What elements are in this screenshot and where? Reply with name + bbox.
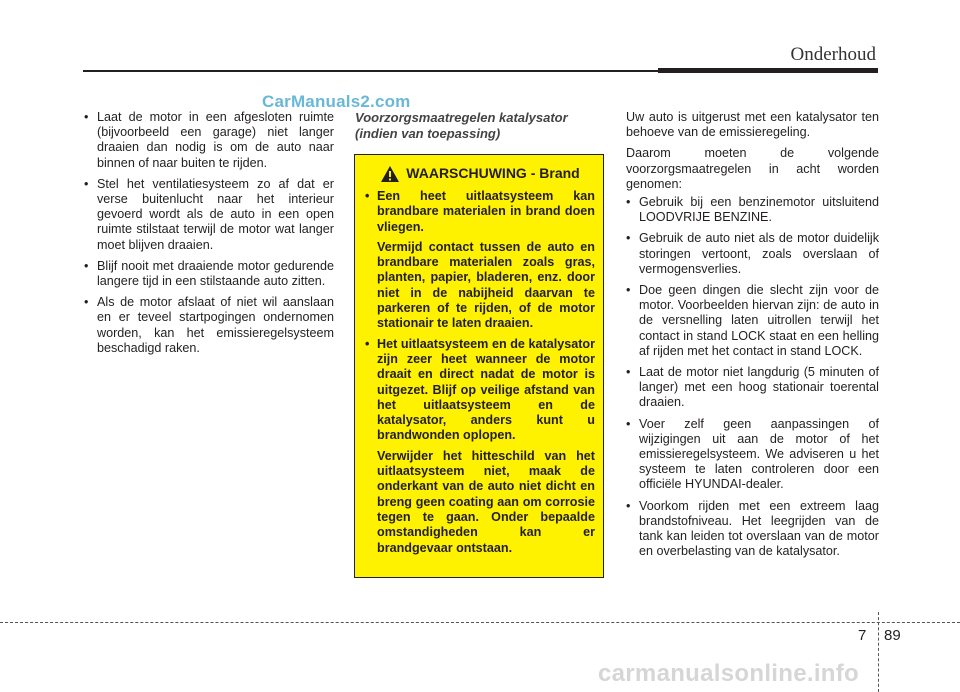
warning-triangle-icon bbox=[380, 165, 400, 183]
watermark-top: CarManuals2.com bbox=[262, 92, 411, 111]
bullet: • bbox=[84, 176, 89, 191]
warning-text: Een heet uitlaatsysteem kan brandbare materialen in brand doen vliegen. bbox=[377, 189, 595, 234]
list-item bbox=[84, 295, 334, 356]
section-title: Onderhoud bbox=[790, 44, 876, 65]
bullet: • bbox=[365, 336, 370, 351]
chapter-number: 7 bbox=[858, 627, 867, 644]
bullet: • bbox=[626, 498, 631, 513]
list-item-text: Blijf nooit met draaiende motor gedurende langere tijd in een stilstaande auto zitten. bbox=[97, 258, 334, 289]
subheading-line: Voorzorgsmaatregelen katalysator bbox=[355, 110, 568, 125]
list-item bbox=[365, 337, 595, 556]
list-item bbox=[626, 499, 879, 560]
bullet: • bbox=[365, 189, 370, 203]
warning-text: Het uitlaatsysteem en de katalysator zijn zeer heet wanneer de motor draait en direct nadat de motor is uitgezet. Blijf op veilige afstand van het uitlaatsysteem en de katalysator, anders kunt u brandwonden oplopen. bbox=[377, 336, 595, 443]
bullet: • bbox=[626, 231, 631, 246]
list-item bbox=[626, 283, 879, 359]
list-item bbox=[84, 110, 334, 171]
warning-detail: Vermijd contact tussen de auto en brandbare materialen zoals gras, planten, papier, bladeren, enz. door niet in de nabijheid daarvan te parkeren of te rijden, of de motor stationair te laten draaien. bbox=[377, 239, 595, 331]
bullet: • bbox=[626, 365, 631, 380]
header-rule bbox=[83, 70, 658, 72]
warning-list bbox=[365, 189, 595, 556]
watermark-bottom: carmanualsonline.info bbox=[598, 660, 860, 687]
subheading-line: (indien van toepassing) bbox=[355, 125, 501, 141]
bullet: • bbox=[626, 195, 631, 210]
bullet: • bbox=[84, 258, 89, 273]
list-item bbox=[365, 189, 595, 332]
footer-rule bbox=[0, 622, 960, 623]
column-left bbox=[84, 110, 334, 362]
warning-box bbox=[354, 154, 604, 578]
footer-divider bbox=[878, 612, 879, 692]
list-item-text: Doe geen dingen die slecht zijn voor de motor. Voorbeelden hiervan zijn: de auto in de versnelling laten uitrollen terwijl het contact in stand LOCK staat en een helling af rijden met het contact in stand LOCK. bbox=[639, 283, 879, 358]
list-item bbox=[626, 231, 879, 277]
list-item-text: Voer zelf geen aanpassingen of wijzigingen uit aan de motor of het emissieregelsysteem. We adviseren u het systeem te laten controleren door een officiële HYUNDAI-dealer. bbox=[639, 416, 879, 492]
bullet: • bbox=[626, 283, 631, 298]
page-number: 89 bbox=[884, 627, 901, 644]
warning-title-text: WAARSCHUWING - Brand bbox=[406, 165, 580, 182]
intro-paragraph: Daarom moeten de volgende voorzorgsmaatregelen in acht worden genomen: bbox=[626, 146, 879, 191]
list-item bbox=[84, 177, 334, 253]
warning-detail: Verwijder het hitteschild van het uitlaatsysteem niet, maak de onderkant van de auto niet dicht en breng geen coating aan om corrosie tegen te gaan. Onder bepaalde omstandigheden kan er brandgevaar ontstaan. bbox=[377, 448, 595, 555]
list-item-text: Stel het ventilatiesysteem zo af dat er verse buitenlucht naar het interieur gevoerd wordt als de auto in een open ruimte stilstaat terwijl de motor wat langer moet blijven draaien. bbox=[97, 176, 334, 252]
column-right bbox=[626, 110, 879, 565]
list-item bbox=[626, 417, 879, 493]
bullet-list-left bbox=[84, 110, 334, 356]
bullet: • bbox=[84, 295, 89, 310]
header-rule-bold bbox=[658, 68, 878, 73]
list-item-text: Gebruik bij een benzinemotor uitsluitend LOODVRIJE BENZINE. bbox=[639, 195, 879, 225]
list-item-text: Als de motor afslaat of niet wil aanslaan en er teveel startpogingen ondernomen worden, kan het emissieregelsysteem beschadigd raken. bbox=[97, 295, 334, 355]
intro-paragraph: Uw auto is uitgerust met een katalysator ten behoeve van de emissieregeling. bbox=[626, 110, 879, 140]
warning-title bbox=[365, 165, 595, 183]
list-item bbox=[626, 365, 879, 411]
list-item-text: Voorkom rijden met een extreem laag brandstofniveau. Het leegrijden van de tank kan leiden tot overslaan van de motor en overbelasting van de katalysator. bbox=[639, 498, 879, 559]
bullet: • bbox=[626, 416, 631, 431]
list-item-text: Laat de motor niet langdurig (5 minuten of langer) met een hoog stationair toerental draaien. bbox=[639, 365, 879, 410]
bullet-list-right bbox=[626, 195, 879, 559]
bullet: • bbox=[84, 110, 89, 124]
list-item-text: Laat de motor in een afgesloten ruimte (bijvoorbeeld een garage) niet langer draaien dan nodig is om de auto naar binnen of naar buiten te rijden. bbox=[97, 110, 334, 170]
list-item bbox=[84, 259, 334, 289]
list-item bbox=[626, 195, 879, 225]
list-item-text: Gebruik de auto niet als de motor duidelijk storingen vertoont, zoals overslaan of vermogensverlies. bbox=[639, 231, 879, 276]
subheading bbox=[355, 110, 605, 141]
